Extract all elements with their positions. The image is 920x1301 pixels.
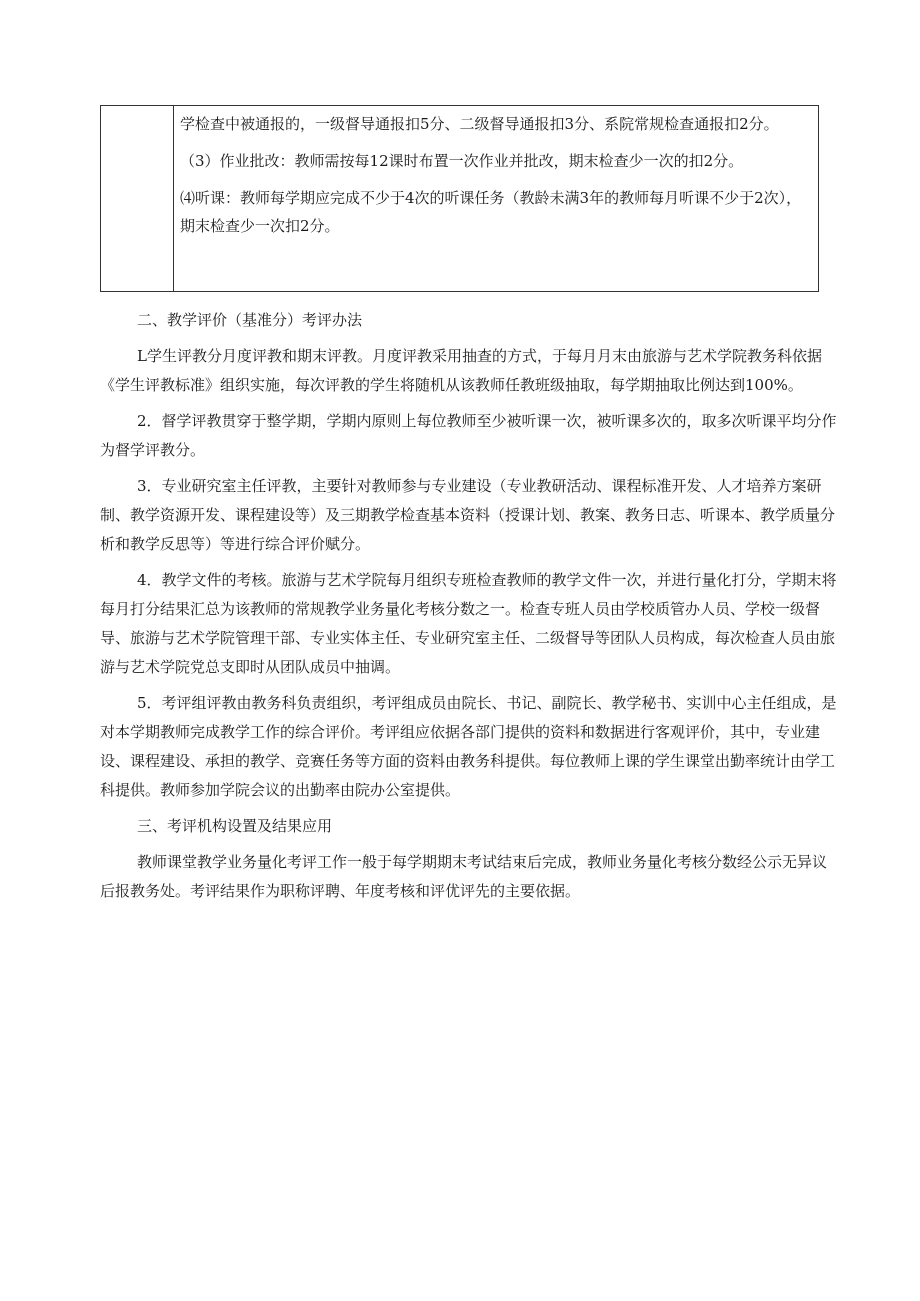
table-label-column [101, 106, 174, 291]
list-item: 4．教学文件的考核。旅游与艺术学院每月组织专班检查教师的教学文件一次，并进行量化打分，学期末将每月打分结果汇总为该教师的常规教学业务量化考核分数之一。检查专班人员由学校质管办人员、学校一级督导、旅游与艺术学院管理干部、专业实体主任、专业研究室主任、二级督导等团队人员构成，每次检查人员由旅游与艺术学院党总支即时从团队成员中抽调。 [100, 571, 837, 676]
list-item: 5．考评组评教由教务科负责组织，考评组成员由院长、书记、副院长、教学秘书、实训中心主任组成，是对本学期教师完成教学工作的综合评价。考评组应依据各部门提供的资料和数据进行客观评价，其中，专业建设、课程建设、承担的教学、竞赛任务等方面的资料由教务科提供。每位教师上课的学生课堂出勤率统计由学工科提供。教师参加学院会议的出勤率由院办公室提供。 [100, 694, 837, 799]
criteria-table [100, 105, 819, 292]
list-item: 3．专业研究室主任评教，主要针对教师参与专业建设（专业教研活动、课程标准开发、人才培养方案研制、教学资源开发、课程建设等）及三期教学检查基本资料（授课计划、教案、教务日志、听课本、教学质量分析和教学反思等）等进行综合评价赋分。 [100, 477, 836, 553]
list-item: L学生评教分月度评教和期末评教。月度评教采用抽查的方式，于每月月末由旅游与艺术学院教务科依据《学生评教标准》组织实施，每次评教的学生将随机从该教师任教班级抽取，每学期抽取比例达到100%。 [100, 347, 822, 394]
table-paragraph-lecture-observation: ⑷听课：教师每学期应完成不少于4次的听课任务（教龄未满3年的教师每月听课不少于2次），期末检查少一次扣2分。 [180, 189, 802, 235]
table-paragraph-inspection: 学检查中被通报的，一级督导通报扣5分、二级督导通报扣3分、系院常规检查通报扣2分。 [180, 115, 779, 133]
document-body [100, 306, 840, 913]
table-paragraph-homework: （3）作业批改：教师需按每12课时布置一次作业并批改，期末检查少一次的扣2分。 [180, 152, 744, 170]
list-item: 2．督学评教贯穿于整学期，学期内原则上每位教师至少被听课一次，被听课多次的，取多次听课平均分作为督学评教分。 [100, 412, 837, 459]
section-paragraph-results: 教师课堂教学业务量化考评工作一般于每学期期末考试结束后完成，教师业务量化考核分数经公示无异议后报教务处。考评结果作为职称评聘、年度考核和评优评先的主要依据。 [100, 853, 828, 900]
section-heading-organization: 三、考评机构设置及结果应用 [137, 817, 333, 835]
section-heading-evaluation: 二、教学评价（基准分）考评办法 [137, 311, 363, 329]
table-content-column [180, 110, 816, 249]
